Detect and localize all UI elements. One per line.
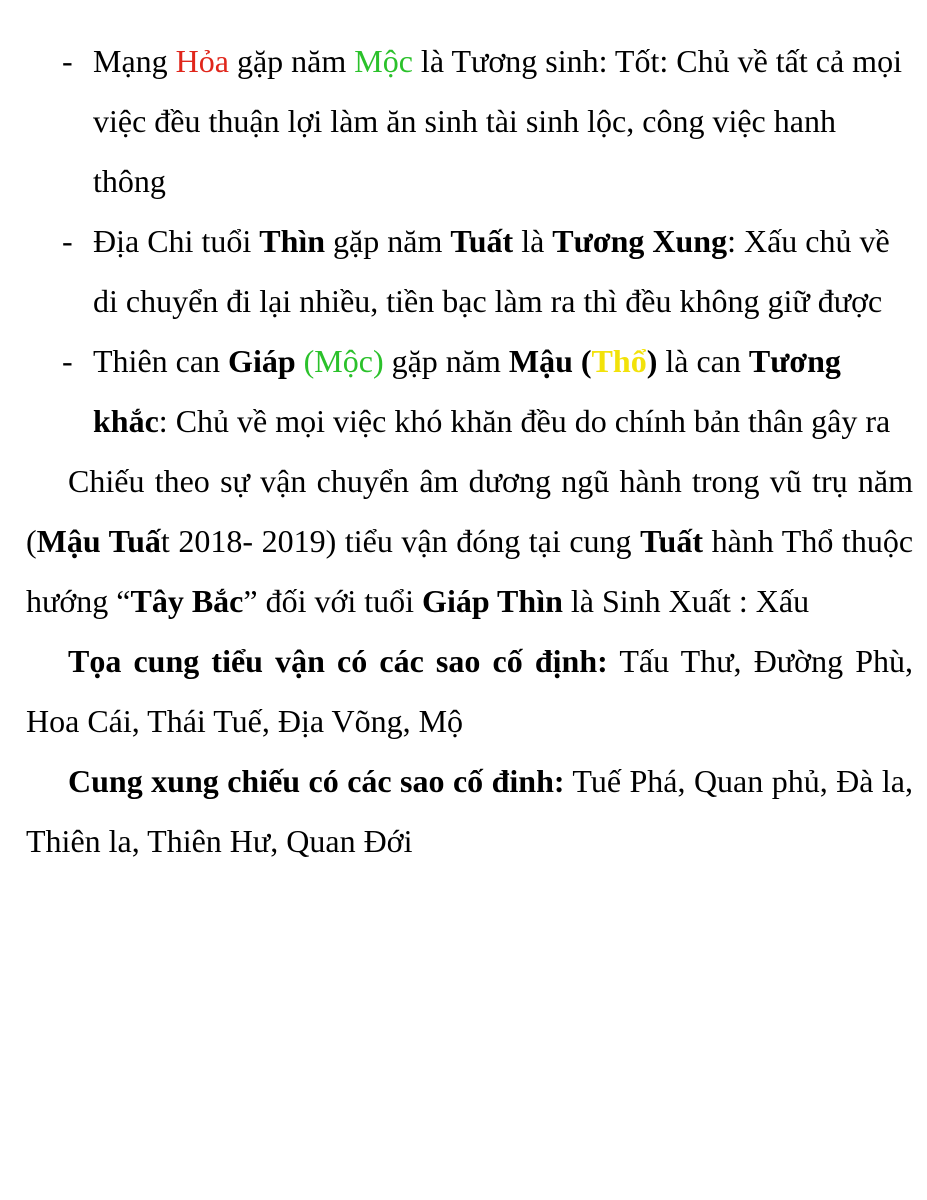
- text-span: hành Thổ thuộc hướng “: [26, 523, 914, 619]
- text-span: gặp năm: [383, 343, 509, 379]
- bold-label: Cung xung chiếu có các sao cố đinh:: [68, 763, 565, 799]
- text-span: Tuế Phá, Quan phủ, Đà la, Thiên la, Thiên Hư, Quan Đới: [26, 763, 914, 859]
- bullet-list: [0, 31, 927, 451]
- paragraph-toa-cung: [0, 631, 927, 751]
- text-span: : Xấu chủ về di chuyển đi lại nhiều, tiền bạc làm ra thì đều không giữ được: [93, 223, 890, 319]
- paragraph-chieu-theo: [0, 451, 927, 631]
- element-fire-word: Hỏa: [175, 43, 229, 79]
- text-span: t 2018- 2019) tiểu vận đóng tại cung: [160, 523, 641, 559]
- bullet-item-thien-can: [0, 331, 927, 451]
- text-span: [296, 343, 304, 379]
- element-earth-word: Thổ: [591, 343, 647, 379]
- element-wood-word: (Mộc): [303, 343, 384, 379]
- text-span: ” đối với tuổi: [243, 583, 423, 619]
- bold-term: Thìn: [259, 223, 326, 259]
- text-span: Chiếu theo sự vận chuyển âm dương ngũ hành trong vũ trụ năm (: [26, 463, 913, 559]
- text-span: Mạng: [93, 43, 176, 79]
- text-span: gặp năm: [228, 43, 355, 79]
- bullet-dash: -: [62, 343, 73, 379]
- bold-term: Tuất: [640, 523, 703, 559]
- text-span: : Chủ về mọi việc khó khăn đều do chính bản thân gây ra: [158, 403, 891, 439]
- text-span: Thiên can: [93, 343, 229, 379]
- text-span: là Sinh Xuất : Xấu: [562, 583, 810, 619]
- text-span: gặp năm: [325, 223, 451, 259]
- paragraph-cung-xung: [0, 751, 927, 871]
- text-span: là can: [657, 343, 749, 379]
- bold-term: Mậu (: [508, 343, 592, 379]
- bold-term: Tương Xung: [552, 223, 728, 259]
- text-span: là: [513, 223, 553, 259]
- bullet-dash: -: [62, 43, 73, 79]
- bullet-item-hanh: [0, 31, 927, 211]
- text-span: là Tương sinh: Tốt: Chủ về tất cả mọi việc đều thuận lợi làm ăn sinh tài sinh lộc, công việc hanh thông: [93, 43, 902, 199]
- text-span: Địa Chi tuổi: [93, 223, 260, 259]
- bold-term: Tây Bắc: [130, 583, 244, 619]
- element-wood-word: Mộc: [354, 43, 413, 79]
- bold-term: Giáp Thìn: [422, 583, 563, 619]
- bullet-dash: -: [62, 223, 73, 259]
- bold-label: Tọa cung tiểu vận có các sao cố định:: [68, 643, 608, 679]
- bullet-item-dia-chi: [0, 211, 927, 331]
- bold-term: Tương khắc: [93, 343, 841, 439]
- bold-term: Giáp: [228, 343, 296, 379]
- bold-term: ): [646, 343, 658, 379]
- bold-term: Tuất: [450, 223, 514, 259]
- text-span: Tấu Thư, Đường Phù, Hoa Cái, Thái Tuế, Địa Võng, Mộ: [26, 643, 914, 739]
- bold-term: Mậu Tuấ: [36, 523, 161, 559]
